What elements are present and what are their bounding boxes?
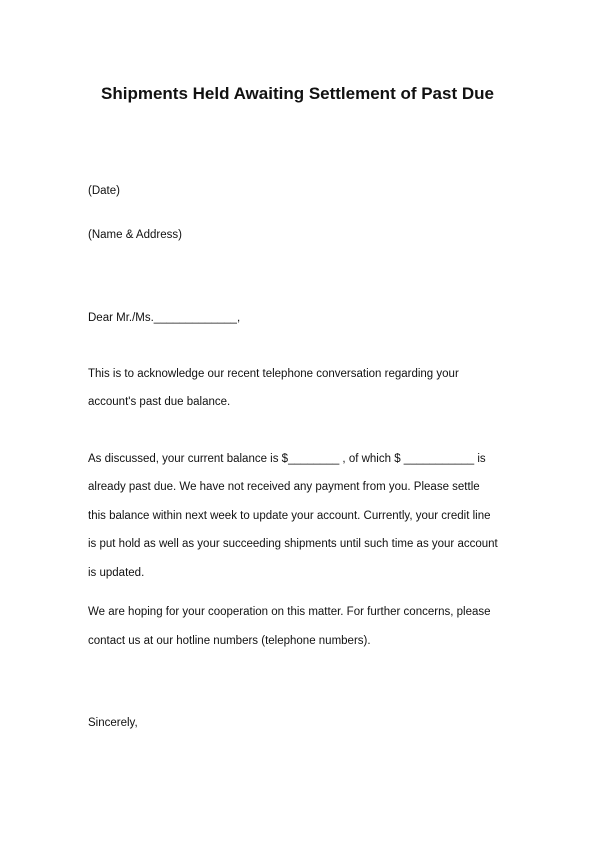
paragraph-3-line-1: We are hoping for your cooperation on this matter. For further concerns, please <box>88 606 491 618</box>
paragraph-3-line-2: contact us at our hotline numbers (telephone numbers). <box>88 635 371 647</box>
date-placeholder: (Date) <box>88 185 120 197</box>
paragraph-1-line-1: This is to acknowledge our recent telephone conversation regarding your <box>88 368 459 380</box>
name-address-placeholder: (Name & Address) <box>88 229 182 241</box>
paragraph-2-line-2: already past due. We have not received any payment from you. Please settle <box>88 481 480 493</box>
salutation: Dear Mr./Ms._____________, <box>88 312 241 324</box>
paragraph-2-line-4: is put hold as well as your succeeding shipments until such time as your account <box>88 538 498 550</box>
paragraph-2-line-3: this balance within next week to update your account. Currently, your credit line <box>88 510 491 522</box>
paragraph-2-line-5: is updated. <box>88 567 145 579</box>
letter-title: Shipments Held Awaiting Settlement of Past Due <box>101 84 494 103</box>
closing: Sincerely, <box>88 717 138 729</box>
paragraph-1-line-2: account's past due balance. <box>88 396 231 408</box>
paragraph-2-line-1: As discussed, your current balance is $________ , of which $ ___________ is <box>88 453 486 465</box>
